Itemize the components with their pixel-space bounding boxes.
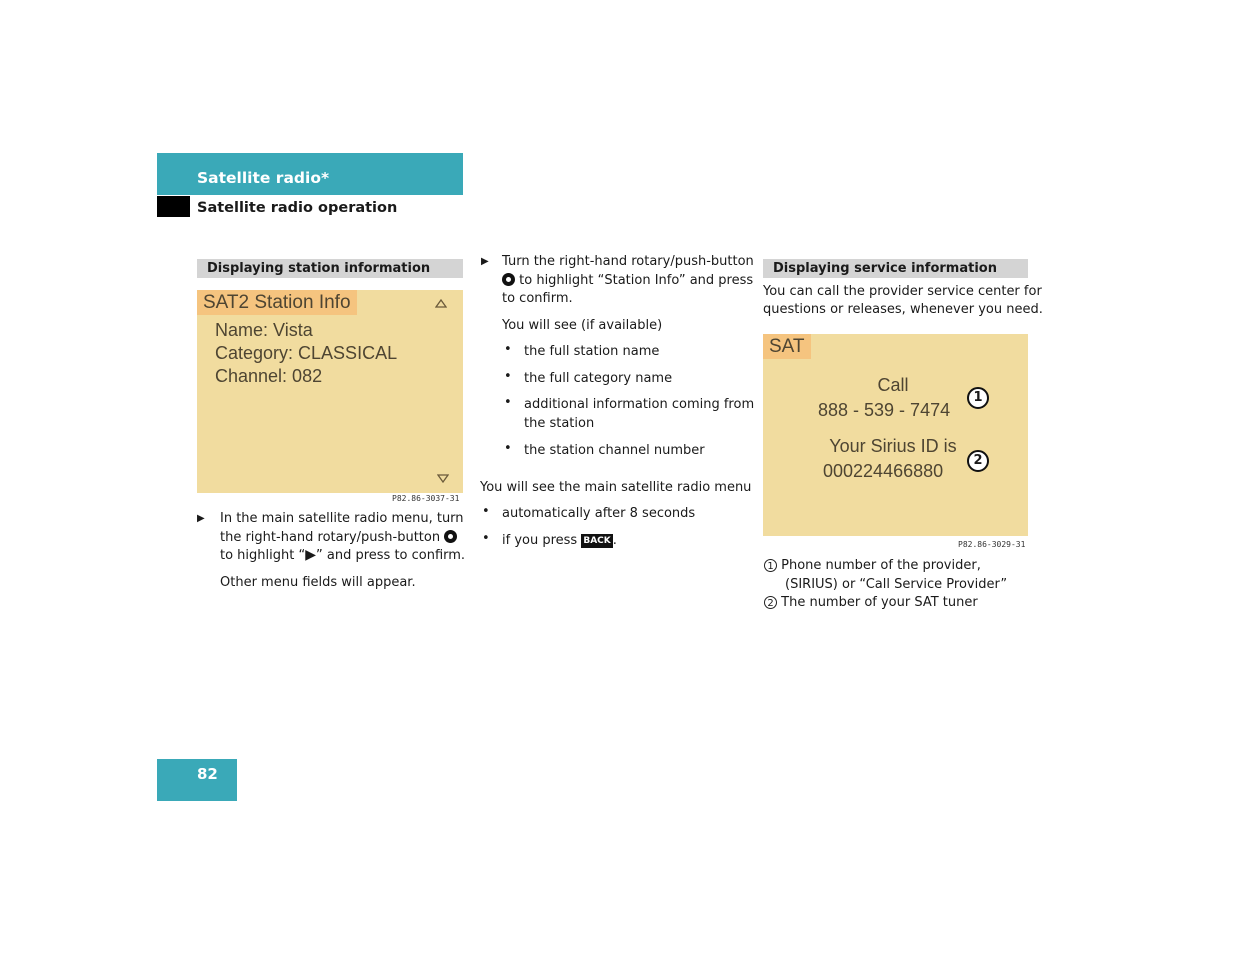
legend-item [764, 593, 978, 612]
step-arrow-icon: ▶ [481, 256, 489, 267]
legend-text: The number of your SAT tuner [781, 595, 978, 610]
right-arrow-icon: ▶ [305, 547, 316, 563]
bullet-item: the full station name [524, 344, 660, 359]
station-info-heading: Displaying station information [197, 259, 463, 278]
bullet-dot: • [504, 342, 512, 357]
bullet-item [502, 531, 617, 550]
step-text: to highlight “ [220, 548, 306, 563]
period: . [612, 533, 617, 548]
phone-number: 888 - 539 - 7474 [818, 400, 951, 420]
intro-line: questions or releases, whenever you need. [763, 302, 1043, 317]
image-code: P82.86-3029-31 [958, 540, 1026, 549]
bullet-dot: • [504, 441, 512, 456]
chapter-banner [157, 153, 463, 195]
step-line [220, 528, 457, 547]
bullet-dot: • [482, 531, 490, 546]
screen-category-line: Category: CLASSICAL [215, 343, 398, 363]
bullet-dot: • [504, 395, 512, 410]
callout-2: 2 [967, 450, 989, 472]
step-line: In the main satellite radio menu, turn [220, 511, 464, 526]
image-code: P82.86-3037-31 [392, 494, 460, 503]
step-line [502, 271, 753, 290]
scroll-up-icon [435, 299, 447, 308]
bullet-dot: • [482, 504, 490, 519]
main-menu-text: You will see the main satellite radio menu [480, 480, 752, 495]
callout-1: 1 [967, 387, 989, 409]
bullet-item: the station channel number [524, 443, 705, 458]
step-text: the right-hand rotary/push-button [220, 530, 441, 545]
legend-number-icon: 2 [764, 596, 777, 609]
bullet-item: the full category name [524, 371, 673, 386]
step-line: to confirm. [502, 291, 573, 306]
section-marker [157, 196, 190, 217]
legend-text: (SIRIUS) or “Call Service Provider” [785, 577, 1008, 592]
section-title: Satellite radio operation [197, 200, 398, 216]
bullet-text: if you press [502, 533, 578, 548]
service-info-heading: Displaying service information [763, 259, 1028, 278]
screen-channel-line: Channel: 082 [215, 366, 323, 386]
screen-title: SAT [763, 334, 811, 359]
rotary-knob-icon [444, 530, 457, 543]
legend-item [764, 556, 981, 575]
step-line: Turn the right-hand rotary/push-button [502, 254, 754, 269]
screen-name-line: Name: Vista [215, 320, 313, 340]
bullet-item: automatically after 8 seconds [502, 506, 696, 521]
result-text: Other menu fields will appear. [220, 575, 416, 590]
step-text: to highlight “Station Info” and press [519, 273, 754, 288]
legend-text: Phone number of the provider, [781, 558, 981, 573]
sirius-id: 000224466880 [823, 461, 944, 481]
scroll-down-icon [437, 474, 449, 483]
bullet-item: the station [524, 416, 595, 431]
step-text: ” and press to confirm. [316, 548, 466, 563]
bullet-item: additional information coming from [524, 397, 755, 412]
intro-line: You can call the provider service center for [763, 284, 1042, 299]
see-text: You will see (if available) [502, 318, 663, 333]
page-number: 82 [197, 765, 218, 783]
service-info-screen [763, 334, 1028, 536]
screen-title: SAT2 Station Info [197, 290, 357, 315]
call-line: Call [877, 375, 909, 395]
sirius-id-label: Your Sirius ID is [829, 436, 957, 456]
bullet-dot: • [504, 369, 512, 384]
step-line [220, 546, 465, 565]
page-number-box [157, 759, 237, 801]
chapter-title: Satellite radio* [197, 169, 330, 187]
step-arrow-icon: ▶ [197, 513, 205, 524]
rotary-knob-icon [502, 273, 515, 286]
back-key-icon: BACK [583, 536, 611, 546]
station-info-screen [197, 290, 463, 493]
legend-number-icon: 1 [764, 559, 777, 572]
